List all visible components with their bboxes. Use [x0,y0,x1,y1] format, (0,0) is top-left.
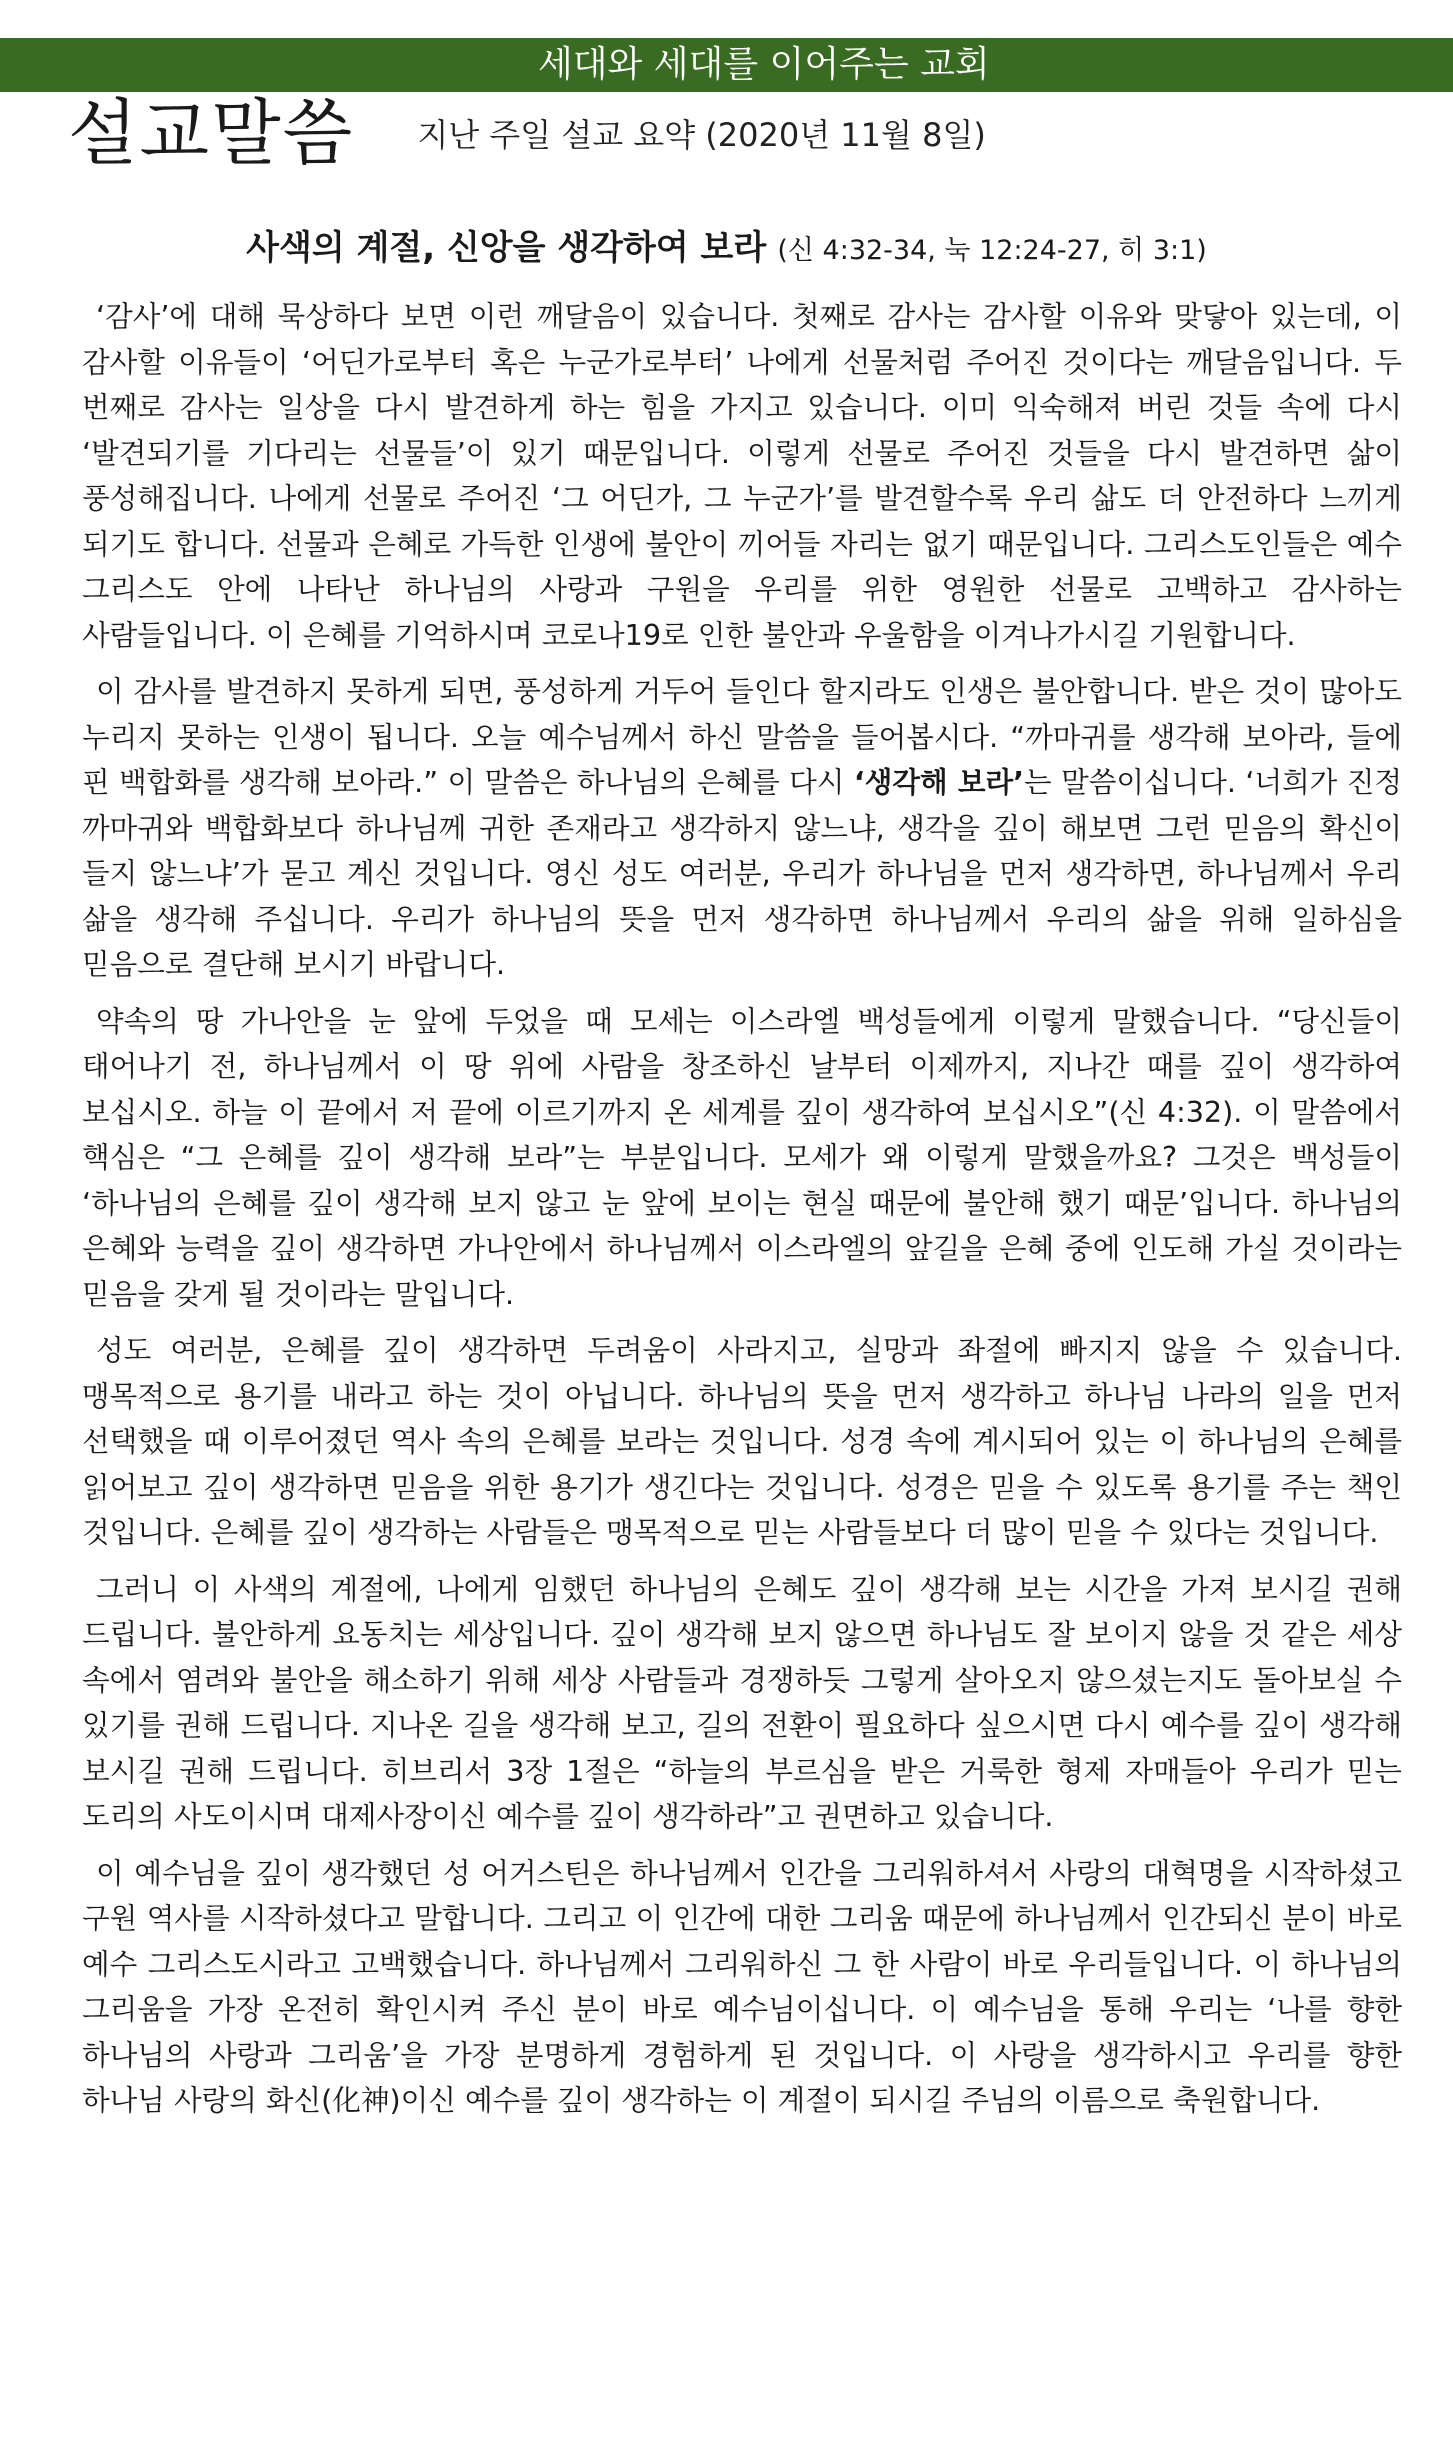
paragraph-text: ‘감사’에 대해 묵상하다 보면 이런 깨달음이 있습니다. 첫째로 감사는 감사할 이유와 맞닿아 있는데, 이 감사할 이유들이 ‘어딘가로부터 혹은 누군가로부터’ 나에게 선물처럼 주어진 것이다는 깨달음입니다. 두 번째로 감사는 일상을 다시 발견하게 하는 힘을 가지고 있습니다. 이미 익숙해져 버린 것들 속에 다시 ‘발견되기를 기다리는 선물들’이 있기 때문입니다. 이렇게 선물로 주어진 것들을 다시 발견하면 삶이 풍성해집니다. 나에게 선물로 주어진 ‘그 어딘가, 그 누군가’를 발견할수록 우리 삶도 더 안전하다 느끼게 되기도 합니다. 선물과 은혜로 가득한 인생에 불안이 끼어들 자리는 없기 때문입니다. 그리스도인들은 예수 그리스도 안에 나타난 하나님의 사랑과 구원을 우리를 위한 영원한 선물로 고백하고 감사하는 사람들입니다. 이 은혜를 기억하시며 코로나19로 인한 불안과 우울함을 이겨나가시길 기원합니다. [82,299,1403,652]
emphasis-text: ‘생각해 보라’ [853,765,1025,799]
section-title: 설교말씀 [68,91,355,175]
paragraph-text: 이 감사를 발견하지 못하게 되면, 풍성하게 거두어 들인다 할지라도 인생은 불안합니다. 받은 것이 많아도 누리지 못하는 인생이 됩니다. 오늘 예수님께서 하신 말씀을 들어봅시다. “까마귀를 생각해 보아라, 들에 핀 백합화를 생각해 보아라.” 이 말씀은 하나님의 은혜를 다시 [82,674,1402,799]
sermon-paragraph [82,1851,1402,2124]
sermon-paragraph [82,1567,1402,1840]
paragraph-text: 그러니 이 사색의 계절에, 나에게 임했던 하나님의 은혜도 깊이 생각해 보는 시간을 가져 보시길 권해 드립니다. 불안하게 요동치는 세상입니다. 깊이 생각해 보지 않으면 하나님도 잘 보이지 않을 것 같은 세상 속에서 염려와 불안을 해소하기 위해 세상 사람들과 경쟁하듯 그렇게 살아오지 않으셨는지도 돌아보실 수 있기를 권해 드립니다. 지나온 길을 생각해 보고, 길의 전환이 필요하다 싶으시면 다시 예수를 깊이 생각해 보시길 권해 드립니다. 히브리서 3장 1절은 “하늘의 부르심을 받은 거룩한 형제 자매들아 우리가 믿는 도리의 사도이시며 대제사장이신 예수를 깊이 생각하라”고 권면하고 있습니다. [82,1571,1402,1833]
paragraph-text: 약속의 땅 가나안을 눈 앞에 두었을 때 모세는 이스라엘 백성들에게 이렇게 말했습니다. “당신들이 태어나기 전, 하나님께서 이 땅 위에 사람을 창조하신 날부터 이제까지, 지나간 때를 깊이 생각하여 보십시오. 하늘 이 끝에서 저 끝에 이르기까지 온 세계를 깊이 생각하여 보십시오”(신 4:32). 이 말씀에서 핵심은 “그 은혜를 깊이 생각해 보라”는 부분입니다. 모세가 왜 이렇게 말했을까요? 그것은 백성들이 ‘하나님의 은혜를 깊이 생각해 보지 않고 눈 앞에 보이는 현실 때문에 불안해 했기 때문’입니다. 하나님의 은혜와 능력을 깊이 생각하면 가나안에서 하나님께서 이스라엘의 앞길을 은혜 중에 인도해 가실 것이라는 믿음을 갖게 될 것이라는 말입니다. [82,1003,1402,1311]
paragraph-text: 성도 여러분, 은혜를 깊이 생각하면 두려움이 사라지고, 실망과 좌절에 빠지지 않을 수 있습니다. 맹목적으로 용기를 내라고 하는 것이 아닙니다. 하나님의 뜻을 먼저 생각하고 하나님 나라의 일을 먼저 선택했을 때 이루어졌던 역사 속의 은혜를 보라는 것입니다. 성경 속에 계시되어 있는 이 하나님의 은혜를 읽어보고 깊이 생각하면 믿음을 위한 용기가 생긴다는 것입니다. 성경은 믿을 수 있도록 용기를 주는 책인 것입니다. 은혜를 깊이 생각하는 사람들은 맹목적으로 믿는 사람들보다 더 많이 믿을 수 있다는 것입니다. [82,1333,1402,1549]
sermon-body [82,294,1402,2124]
sermon-paragraph [82,294,1402,658]
section-heading [68,88,986,178]
sermon-title: 사색의 계절, 신앙을 생각하여 보라 [246,228,767,268]
slogan-text: 세대와 세대를 이어주는 교회 [538,44,990,85]
sermon-paragraph [82,999,1402,1318]
paragraph-text: 는 말씀이십니다. ‘너희가 진정 까마귀와 백합화보다 하나님께 귀한 존재라고 생각하지 않느냐, 생각을 깊이 해보면 그런 믿음의 확신이 들지 않느냐’가 묻고 계신 것입니다. 영신 성도 여러분, 우리가 하나님을 먼저 생각하면, 하나님께서 우리 삶을 생각해 주십니다. 우리가 하나님의 뜻을 먼저 생각하면 하나님께서 우리의 삶을 위해 일하심을 믿음으로 결단해 보시기 바랍니다. [82,765,1402,981]
sermon-title-line [0,220,1453,269]
sermon-paragraph [82,669,1402,988]
sermon-paragraph [82,1328,1402,1556]
church-slogan-banner [0,38,1453,92]
scripture-reference: (신 4:32-34, 눅 12:24-27, 히 3:1) [777,235,1207,266]
paragraph-text: 이 예수님을 깊이 생각했던 성 어거스틴은 하나님께서 인간을 그리워하셔서 사랑의 대혁명을 시작하셨고 구원 역사를 시작하셨다고 말합니다. 그리고 이 인간에 대한 그리움 때문에 하나님께서 인간되신 분이 바로 예수 그리스도시라고 고백했습니다. 하나님께서 그리워하신 그 한 사람이 바로 우리들입니다. 이 하나님의 그리움을 가장 온전히 확인시켜 주신 분이 바로 예수님이십니다. 이 예수님을 통해 우리는 ‘나를 향한 하나님의 사랑과 그리움’을 가장 분명하게 경험하게 된 것입니다. 이 사랑을 생각하시고 우리를 향한 하나님 사랑의 화신(化神)이신 예수를 깊이 생각하는 이 계절이 되시길 주님의 이름으로 축원합니다. [82,1855,1402,2117]
sermon-date-subtitle: 지난 주일 설교 요약 (2020년 11월 8일) [417,116,986,154]
